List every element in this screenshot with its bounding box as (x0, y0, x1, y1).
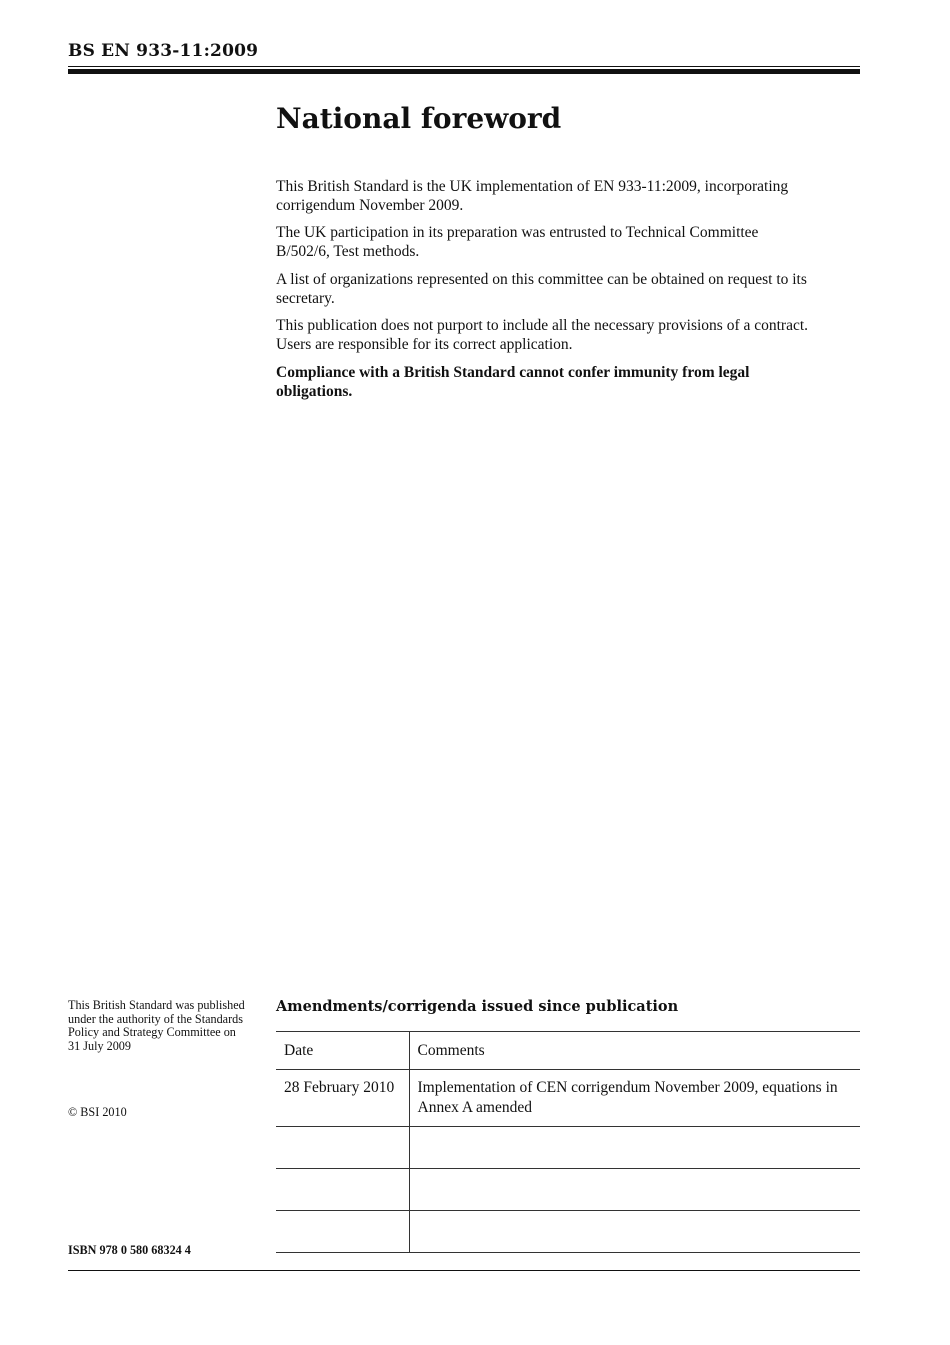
header-rule-thick (68, 69, 860, 74)
page-title: National foreword (276, 102, 562, 135)
amendments-table (276, 1031, 860, 1253)
foreword-paragraph: This publication does not purport to include all the necessary provisions of a contract. Users are responsible for its correct application. (276, 317, 809, 354)
empty-cell (276, 1169, 409, 1211)
copyright-notice: © BSI 2010 (68, 1105, 127, 1119)
empty-cell (409, 1169, 860, 1211)
table-row-empty (276, 1211, 860, 1253)
amendments-heading: Amendments/corrigenda issued since publication (276, 998, 679, 1015)
table-row-empty (276, 1169, 860, 1211)
column-header-comments: Comments (409, 1032, 860, 1070)
foreword-paragraph: A list of organizations represented on this committee can be obtained on request to its secretary. (276, 270, 807, 307)
amendment-date: 28 February 2010 (276, 1070, 409, 1127)
amendment-comments: Implementation of CEN corrigendum November 2009, equations in Annex A amended (409, 1070, 860, 1127)
foreword-paragraph: This British Standard is the UK implementation of EN 933-11:2009, incorporating corrigendum November 2009. (276, 178, 789, 214)
footer-rule (68, 1270, 860, 1271)
empty-cell (276, 1211, 409, 1253)
empty-cell (409, 1127, 860, 1169)
empty-cell (276, 1127, 409, 1169)
table-row (276, 1070, 860, 1127)
document-code: BS EN 933-11:2009 (68, 41, 259, 61)
compliance-note: Compliance with a British Standard cannot confer immunity from legal obligations. (276, 363, 750, 400)
column-header-date: Date (276, 1032, 409, 1070)
table-header-row (276, 1032, 860, 1070)
isbn: ISBN 978 0 580 68324 4 (68, 1243, 191, 1257)
publication-note: This British Standard was published under the authority of the Standards Policy and Strategy Committee on 31 July 2009 (68, 998, 245, 1053)
header-rule-thin (68, 66, 860, 67)
empty-cell (409, 1211, 860, 1253)
foreword-body (276, 178, 816, 410)
foreword-paragraph: The UK participation in its preparation was entrusted to Technical Committee B/502/6, Test methods. (276, 224, 759, 261)
table-row-empty (276, 1127, 860, 1169)
